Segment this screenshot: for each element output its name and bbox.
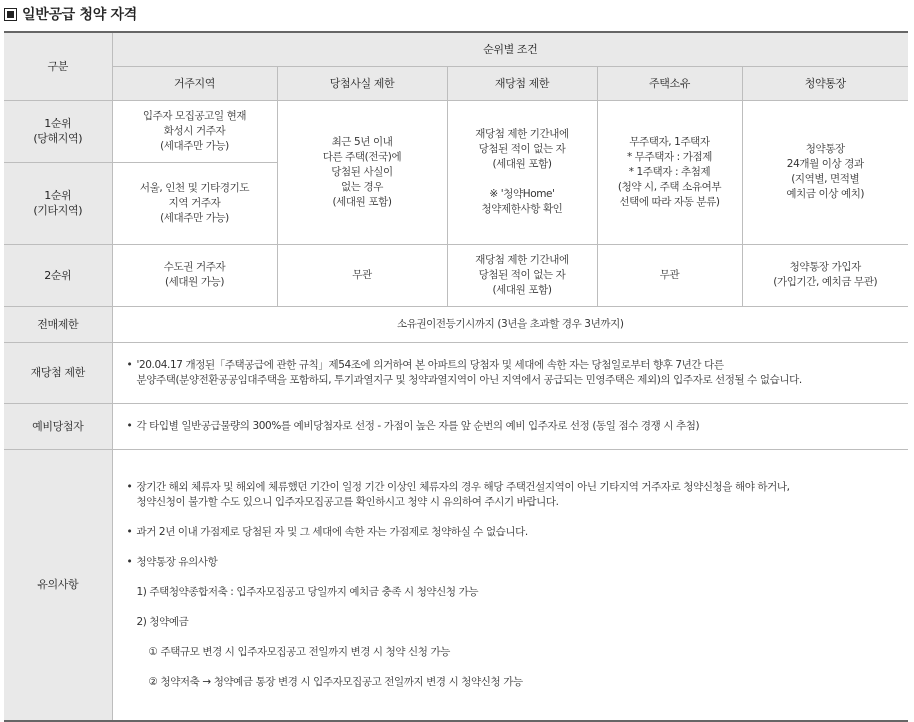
rank2-residence: 수도권 거주자 (세대원 가능) [112, 244, 277, 306]
rank2-win-limit: 무관 [277, 244, 447, 306]
reserve-text: • 각 타입별 일반공급물량의 300%를 예비당첨자로 선정 - 가점이 높은 자를 앞 순번의 예비 입주자로 선정 (동일 점수 경쟁 시 추첨) [127, 419, 905, 434]
notes-list [127, 465, 905, 705]
rank2-account: 청약통장 가입자 (가입기간, 예치금 무관) [742, 244, 908, 306]
header-category: 구분 [4, 32, 112, 100]
header-col-house: 주택소유 [597, 66, 742, 100]
rank1-house: 무주택자, 1주택자 * 무주택자 : 가점제 * 1주택자 : 추첨제 (청약 시, 주택 소유여부 선택에 따라 자동 분류) [597, 100, 742, 244]
section-title-text: 일반공급 청약 자격 [22, 7, 137, 23]
notes-sub-item: ① 주택규모 변경 시 입주자모집공고 전일까지 변경 시 청약 신청 가능 [148, 645, 450, 658]
rank2-rewin-limit: 재당첨 제한 기간내에 당첨된 적이 없는 자 (세대원 포함) [447, 244, 597, 306]
row-label-rewin: 재당첨 제한 [4, 342, 112, 403]
rank1-rewin-limit: 재당첨 제한 기간내에 당첨된 적이 없는 자 (세대원 포함) ※ '청약Home' 청약제한사항 확인 [447, 100, 597, 244]
row-label-resale: 전매제한 [4, 306, 112, 342]
notes-sub-item: ② 청약저축 → 청약예금 통장 변경 시 입주자모집공고 전일까지 변경 시 청약신청 가능 [148, 675, 523, 688]
header-group: 순위별 조건 [112, 32, 908, 66]
rank1-other-residence: 서울, 인천 및 기타경기도 지역 거주자 (세대주만 가능) [112, 162, 277, 244]
notes-item: • 청약통장 유의사항 [127, 555, 905, 570]
notes-sub-item: 1) 주택청약종합저축 : 입주자모집공고 당일까지 예치금 충족 시 청약신청 가능 [136, 585, 479, 598]
rank2-house: 무관 [597, 244, 742, 306]
row-label-rank2: 2순위 [4, 244, 112, 306]
notes-item: • 장기간 해외 체류자 및 해외에 체류했던 기간이 일정 기간 이상인 체류자의 경우 해당 주택건설지역이 아닌 기타지역 거주자로 청약신청을 해야 하거나, 청약신청이 불가할 수도 있으니 입주자모집공고를 확인하시고 청약 시 유의하여 주시기 바랍니다. [127, 480, 905, 510]
notes-sub-item: 2) 청약예금 [136, 615, 189, 628]
header-col-win-limit: 당첨사실 제한 [277, 66, 447, 100]
notes-item: • 과거 2년 이내 가점제로 당첨된 자 및 그 세대에 속한 자는 가점제로 청약하실 수 없습니다. [127, 525, 905, 540]
rank1-win-limit: 최근 5년 이내 다른 주택(전국)에 당첨된 사실이 없는 경우 (세대원 포함) [277, 100, 447, 244]
section-title [4, 3, 137, 25]
header-col-residence: 거주지역 [112, 66, 277, 100]
square-bullet-icon [4, 8, 17, 21]
resale-text: 소유권이전등기시까지 (3년을 초과할 경우 3년까지) [112, 306, 908, 342]
row-label-reserve: 예비당첨자 [4, 403, 112, 449]
header-col-account: 청약통장 [742, 66, 908, 100]
row-label-rank1-other: 1순위 (기타지역) [4, 162, 112, 244]
row-label-notes: 유의사항 [4, 449, 112, 721]
rank1-local-residence: 입주자 모집공고일 현재 화성시 거주자 (세대주만 가능) [112, 100, 277, 162]
eligibility-table [4, 31, 908, 722]
row-label-rank1-local: 1순위 (당해지역) [4, 100, 112, 162]
rewin-limit-text: • '20.04.17 개정된「주택공급에 관한 규칙」제54조에 의거하여 본 아파트의 당첨자 및 세대에 속한 자는 당첨일로부터 향후 7년간 다른 분양주택(분양전환공공임대주택을 포함하되, 투기과열지구 및 청약과열지역이 아닌 지역에서 공급되는 민영주택은 제외)의 입주자로 선정될 수 없습니다. [127, 358, 905, 388]
header-col-rewin-limit: 재당첨 제한 [447, 66, 597, 100]
rank1-account: 청약통장 24개월 이상 경과 (지역별, 면적별 예치금 이상 예치) [742, 100, 908, 244]
